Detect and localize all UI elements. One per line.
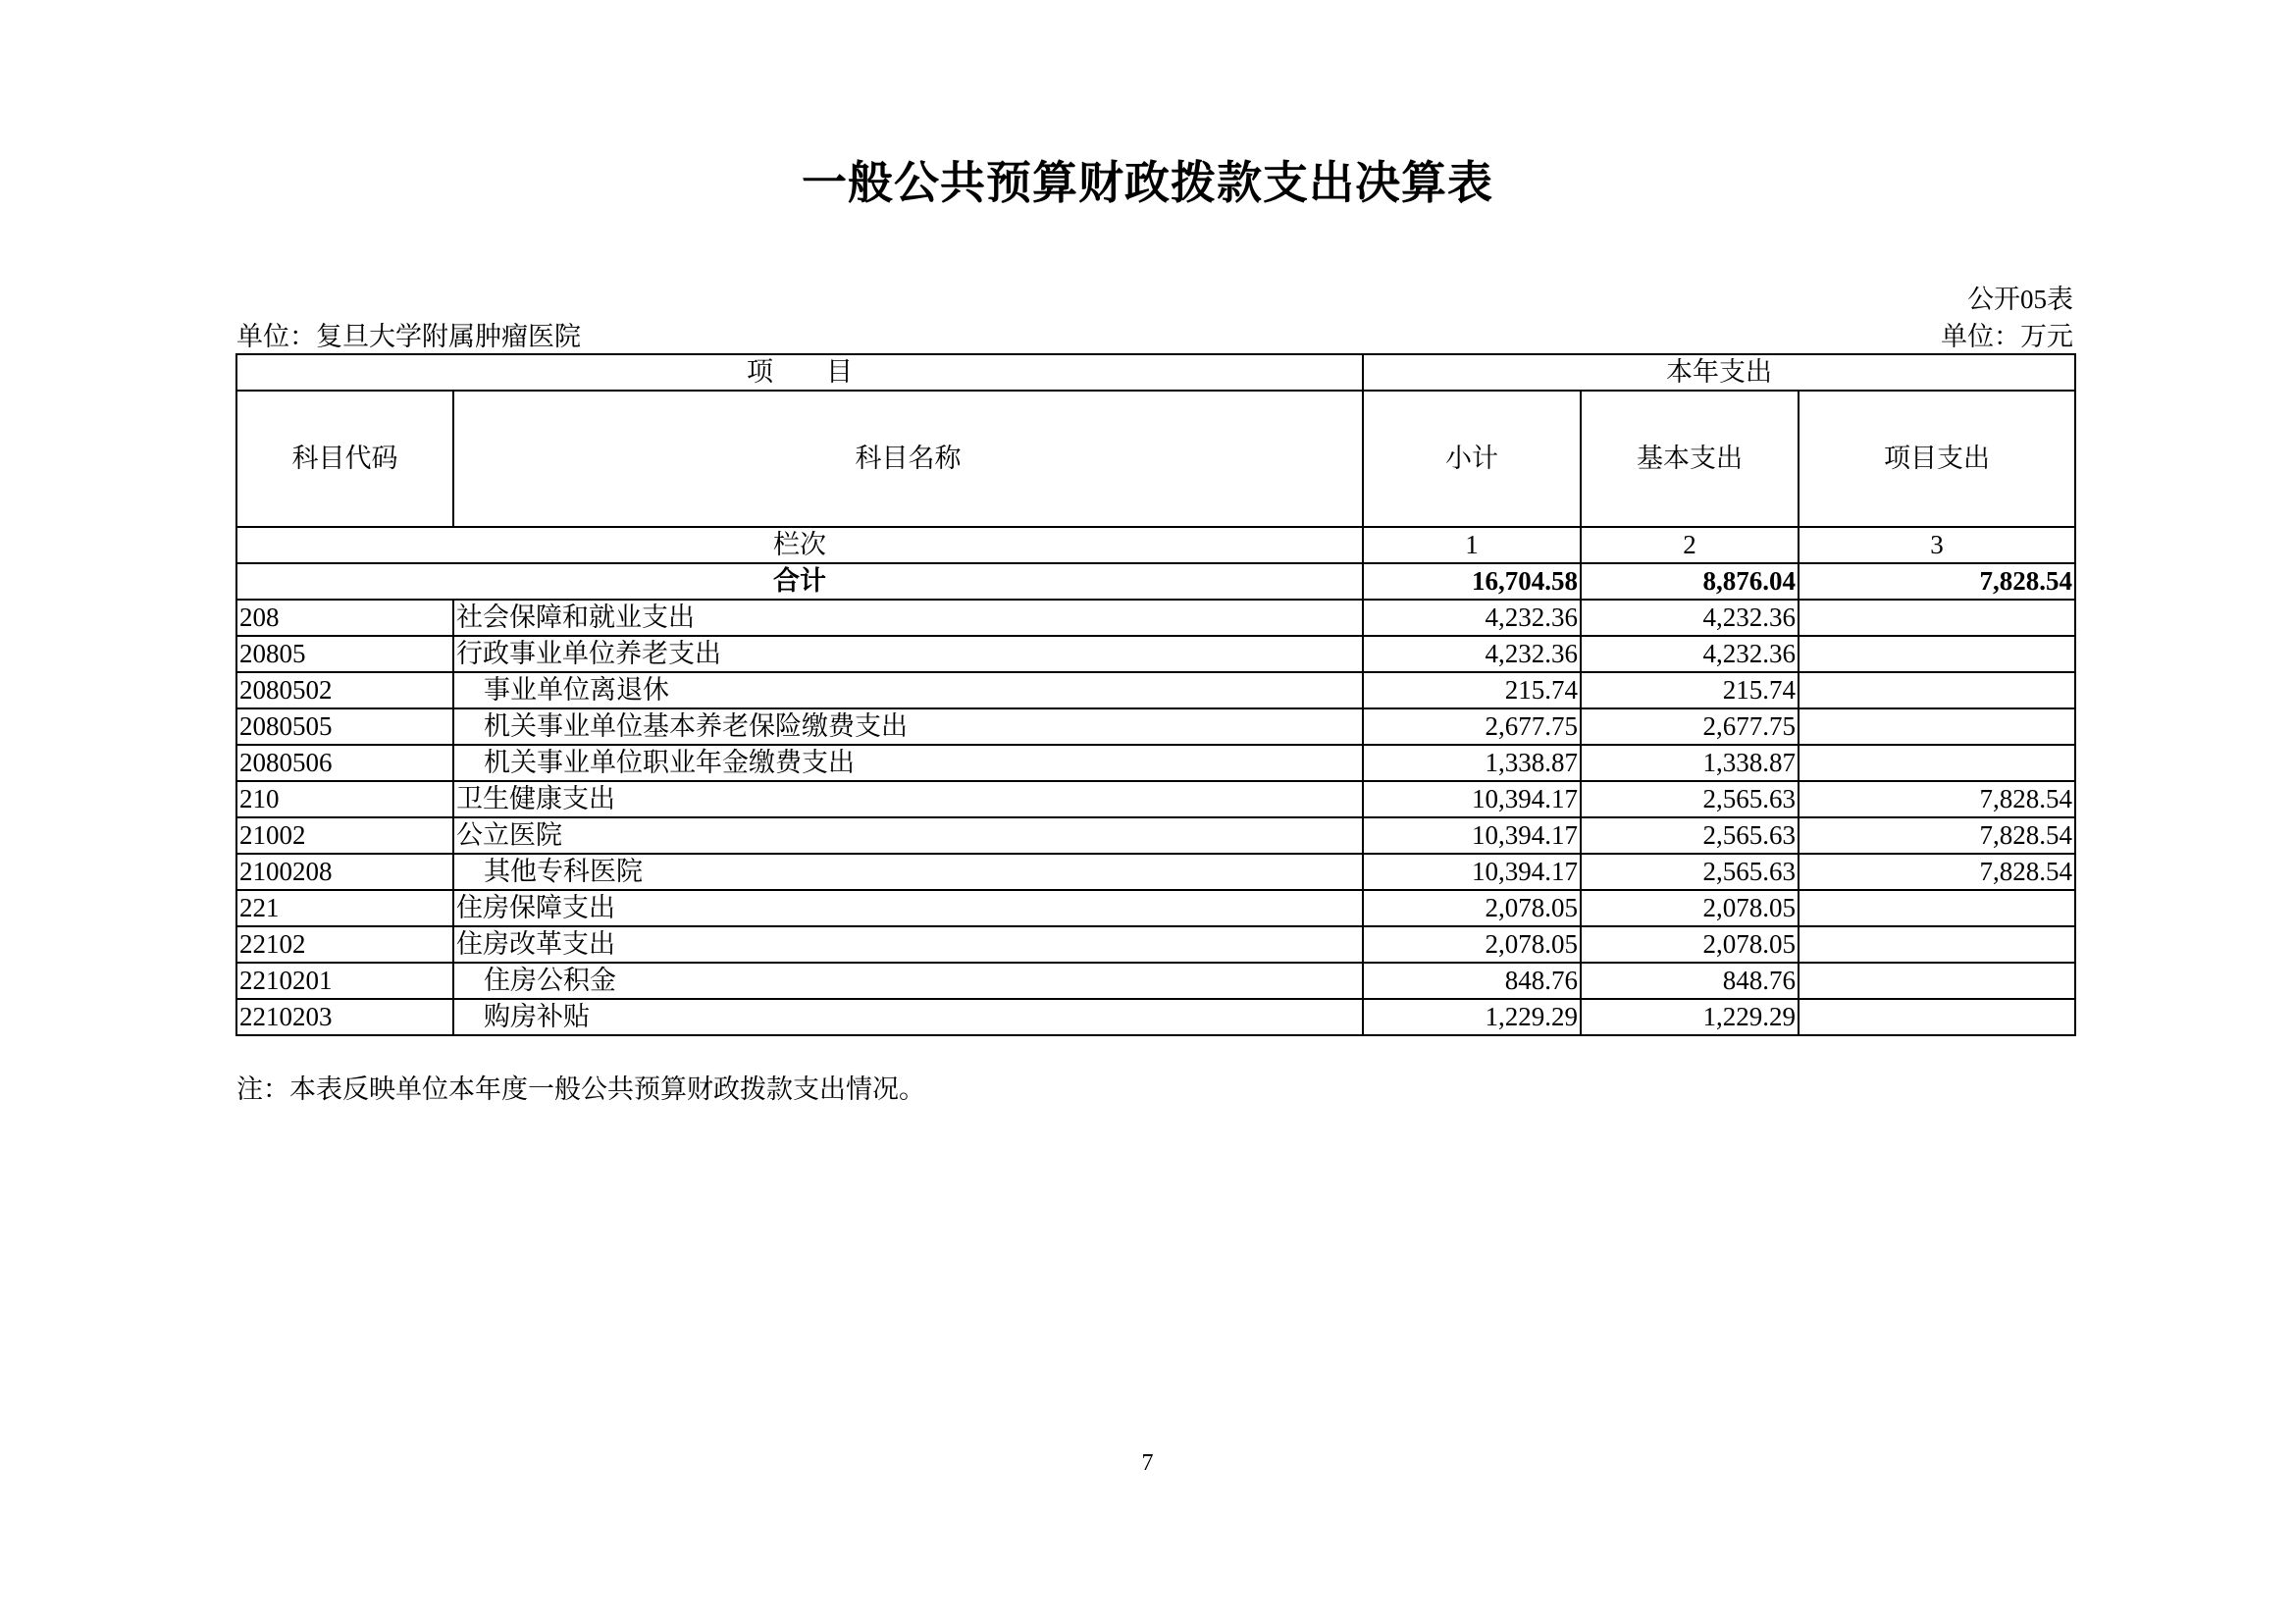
row-code: 21002: [236, 817, 453, 854]
row-subtotal: 4,232.36: [1363, 636, 1581, 672]
row-name: 住房公积金: [453, 963, 1363, 999]
column-index-1: 1: [1363, 527, 1581, 563]
row-project: [1799, 672, 2075, 708]
row-basic: 2,565.63: [1581, 854, 1799, 890]
column-index-row: [236, 527, 2075, 563]
table-row: [236, 745, 2075, 781]
table-row: [236, 708, 2075, 745]
table-row: [236, 600, 2075, 636]
row-project: [1799, 708, 2075, 745]
row-code: 20805: [236, 636, 453, 672]
total-row: [236, 563, 2075, 600]
expenditure-table: [235, 353, 2076, 1036]
row-code: 22102: [236, 926, 453, 963]
column-index-label: 栏次: [236, 527, 1363, 563]
row-project: [1799, 636, 2075, 672]
row-code: 2210203: [236, 999, 453, 1035]
row-basic: 2,078.05: [1581, 890, 1799, 926]
row-basic: 215.74: [1581, 672, 1799, 708]
row-subtotal: 10,394.17: [1363, 817, 1581, 854]
row-basic: 2,078.05: [1581, 926, 1799, 963]
table-row: [236, 854, 2075, 890]
row-basic: 848.76: [1581, 963, 1799, 999]
row-name: 事业单位离退休: [453, 672, 1363, 708]
row-name: 其他专科医院: [453, 854, 1363, 890]
row-basic: 1,338.87: [1581, 745, 1799, 781]
header-item: 项 目: [236, 354, 1363, 391]
table-row: [236, 781, 2075, 817]
row-basic: 2,565.63: [1581, 817, 1799, 854]
row-name: 机关事业单位基本养老保险缴费支出: [453, 708, 1363, 745]
row-code: 210: [236, 781, 453, 817]
table-row: [236, 672, 2075, 708]
table-row: [236, 963, 2075, 999]
row-subtotal: 10,394.17: [1363, 854, 1581, 890]
row-code: 208: [236, 600, 453, 636]
total-label: 合计: [236, 563, 1363, 600]
table-row: [236, 926, 2075, 963]
row-subtotal: 2,677.75: [1363, 708, 1581, 745]
column-index-3: 3: [1799, 527, 2075, 563]
table-row: [236, 999, 2075, 1035]
total-subtotal: 16,704.58: [1363, 563, 1581, 600]
row-code: 2100208: [236, 854, 453, 890]
row-project: [1799, 963, 2075, 999]
row-name: 行政事业单位养老支出: [453, 636, 1363, 672]
row-name: 卫生健康支出: [453, 781, 1363, 817]
row-subtotal: 1,229.29: [1363, 999, 1581, 1035]
page-number: 7: [1141, 1450, 1154, 1476]
row-code: 2080506: [236, 745, 453, 781]
row-project: 7,828.54: [1799, 781, 2075, 817]
table-row: [236, 817, 2075, 854]
row-name: 公立医院: [453, 817, 1363, 854]
row-basic: 4,232.36: [1581, 600, 1799, 636]
header-subtotal: 小计: [1363, 391, 1581, 527]
header-basic: 基本支出: [1581, 391, 1799, 527]
row-name: 社会保障和就业支出: [453, 600, 1363, 636]
row-subtotal: 4,232.36: [1363, 600, 1581, 636]
form-number: 公开05表: [1967, 285, 2073, 314]
header-this-year: 本年支出: [1363, 354, 2075, 391]
row-subtotal: 848.76: [1363, 963, 1581, 999]
table-row: [236, 890, 2075, 926]
row-code: 2210201: [236, 963, 453, 999]
column-index-2: 2: [1581, 527, 1799, 563]
row-subtotal: 10,394.17: [1363, 781, 1581, 817]
unit-currency: 单位：万元: [1941, 322, 2073, 351]
header-name: 科目名称: [453, 391, 1363, 527]
total-basic: 8,876.04: [1581, 563, 1799, 600]
row-basic: 1,229.29: [1581, 999, 1799, 1035]
row-code: 2080505: [236, 708, 453, 745]
row-code: 221: [236, 890, 453, 926]
header-code: 科目代码: [236, 391, 453, 527]
row-project: [1799, 890, 2075, 926]
table-row: [236, 636, 2075, 672]
row-project: [1799, 600, 2075, 636]
table-note: 注：本表反映单位本年度一般公共预算财政拨款支出情况。: [236, 1074, 925, 1104]
page-title: 一般公共预算财政拨款支出决算表: [802, 158, 1493, 208]
row-project: [1799, 745, 2075, 781]
total-project: 7,828.54: [1799, 563, 2075, 600]
row-subtotal: 2,078.05: [1363, 926, 1581, 963]
row-subtotal: 1,338.87: [1363, 745, 1581, 781]
header-row-columns: [236, 391, 2075, 527]
row-project: 7,828.54: [1799, 854, 2075, 890]
header-project: 项目支出: [1799, 391, 2075, 527]
row-basic: 2,677.75: [1581, 708, 1799, 745]
row-name: 住房改革支出: [453, 926, 1363, 963]
row-project: [1799, 926, 2075, 963]
row-subtotal: 215.74: [1363, 672, 1581, 708]
header-row-top: [236, 354, 2075, 391]
row-project: [1799, 999, 2075, 1035]
row-basic: 4,232.36: [1581, 636, 1799, 672]
row-basic: 2,565.63: [1581, 781, 1799, 817]
row-project: 7,828.54: [1799, 817, 2075, 854]
unit-organization: 单位：复旦大学附属肿瘤医院: [236, 322, 581, 351]
row-code: 2080502: [236, 672, 453, 708]
row-name: 住房保障支出: [453, 890, 1363, 926]
row-name: 购房补贴: [453, 999, 1363, 1035]
row-subtotal: 2,078.05: [1363, 890, 1581, 926]
row-name: 机关事业单位职业年金缴费支出: [453, 745, 1363, 781]
